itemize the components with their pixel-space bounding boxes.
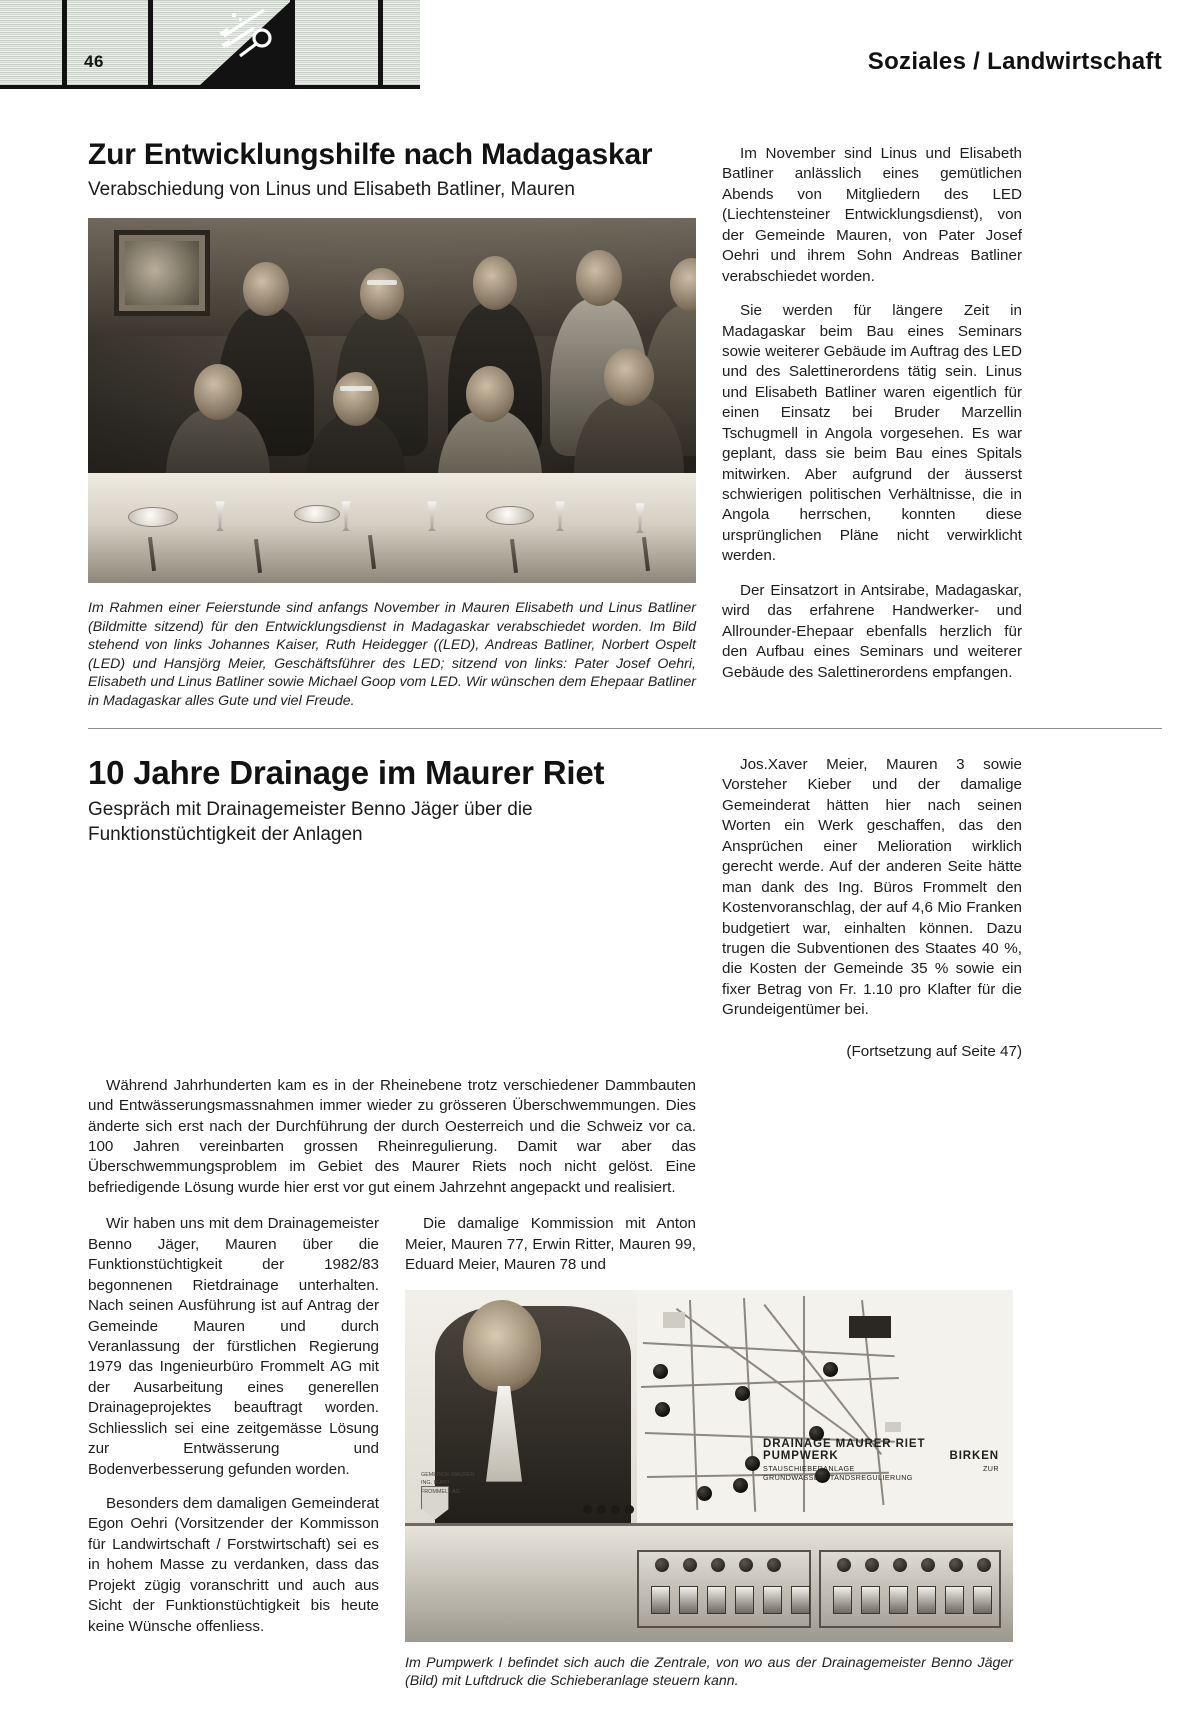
- console-knob: [977, 1558, 991, 1572]
- legend-stauschieberanlage: STAUSCHIEBERANLAGE: [763, 1463, 855, 1473]
- photo-map-legend: [763, 1438, 999, 1482]
- article1-paragraph: Der Einsatzort in Antsirabe, Madagaskar, wird das erfahrene Handwerker- und Allrounder-Ehepaar ebenfalls herzlich für den Aufbau eines Seminars und weiterer Gebäude des Salettinerordens empfangen.: [722, 581, 1022, 681]
- console-knob: [921, 1558, 935, 1572]
- band-divider-2: [148, 0, 153, 85]
- photo-person-glasses: [367, 280, 397, 285]
- article2-lower-columns: [88, 1214, 1162, 1690]
- console-lever-switch: [945, 1586, 964, 1614]
- page-body: [0, 138, 1200, 1691]
- page-header: [0, 0, 1200, 88]
- map-node: [733, 1478, 748, 1493]
- photo-drainage-map: [637, 1290, 1013, 1526]
- article2-column-2: [405, 1214, 1013, 1690]
- photo-person-head: [194, 364, 242, 420]
- article2-column-1: [88, 1214, 379, 1690]
- photo-control-console: [405, 1523, 1013, 1642]
- console-knob: [893, 1558, 907, 1572]
- legend-line-1: DRAINAGE MAURER RIET: [763, 1437, 926, 1450]
- map-node: [823, 1362, 838, 1377]
- map-road: [641, 1377, 899, 1388]
- indicator-light: [611, 1505, 620, 1514]
- map-road: [690, 1300, 699, 1510]
- article2-continuation-note: (Fortsetzung auf Seite 47): [846, 1042, 1022, 1060]
- article2-paragraph-right: Jos.Xaver Meier, Mauren 3 sowie Vorsteher Kieber und der damalige Gemeinderat hätten hier nach seinen Worten ein Werk geschaffen, das den Ansprüchen einer Melioration wirklich gerecht werde. Auf der anderen Seite hätte man dank des Ing. Büros Frommelt den Kostenvoranschlag, der auf 4,6 Mio Franken budgetiert war, einhalten können. Dazu trugen die Subventionen des Staates 40 %, die Kosten der Gemeinde 35 % sowie ein fixer Betrag von Fr. 1.10 pro Klafter für die Grundeigentümer bei.: [722, 756, 1022, 1019]
- console-lever-switch: [651, 1586, 670, 1614]
- sword-key-crest-icon: [200, 0, 292, 85]
- legend-line-2: [763, 1450, 999, 1462]
- map-parcel: [663, 1312, 685, 1328]
- article2-paragraph: Besonders dem damaligen Gemeinderat Egon Oehri (Vorsitzender der Kommisson für Landwirtschaft / Forstwirtschaft) sei es in hohem Masse zu verdanken, dass das Projekt zügig voranschritt und auch aus Sicht der Funktionstüchtigkeit bis heute keine Wünsche offenliess.: [88, 1495, 379, 1635]
- console-lever-switch: [735, 1586, 754, 1614]
- article1-subhead: Verabschiedung von Linus und Elisabeth Batliner, Mauren: [88, 179, 575, 200]
- article1-photo: [88, 218, 696, 583]
- article1-headline: Zur Entwicklungshilfe nach Madagaskar: [88, 138, 653, 171]
- console-knob: [767, 1558, 781, 1572]
- article2-subhead: Gespräch mit Drainagemeister Benno Jäger über die Funktionstüchtigkeit der Anlagen: [88, 799, 533, 845]
- page-number: 46: [84, 52, 104, 71]
- article2-header-row: [88, 755, 1162, 1060]
- map-canal: [676, 1308, 863, 1444]
- map-wood: [849, 1316, 891, 1338]
- article1-left-column: [88, 138, 696, 710]
- photo-person-head: [243, 262, 289, 316]
- article2-paragraph: Die damalige Kommission mit Anton Meier, Mauren 77, Erwin Ritter, Mauren 99, Eduard Meier, Mauren 78 und: [405, 1215, 696, 1274]
- console-lever-switch: [833, 1586, 852, 1614]
- article-entwicklungshilfe-madagaskar: [88, 138, 1162, 710]
- photo-person-head: [360, 268, 404, 320]
- article1-right-column: [722, 138, 1022, 710]
- photo-indicator-lights: [583, 1505, 634, 1514]
- console-knob: [865, 1558, 879, 1572]
- legend-line-4: [763, 1473, 999, 1482]
- article2-intro-paragraph: Während Jahrhunderten kam es in der Rheinebene trotz verschiedener Dammbauten und Entwässerungsmassnahmen immer wieder zu grösseren Überschwemmungen. Dies änderte sich erst nach der Durchführung der durch Oesterreich und die Schweiz vor ca. 100 Jahren vereinbarten grossen Rheinregulierung. Damit war aber das Überschwemmungsproblem im Gebiet des Maurer Riets noch nicht gelöst. Eine befriedigende Lösung wurde hier erst vor gut einem Jahrzehnt angepackt und realisiert.: [88, 1076, 696, 1196]
- band-divider-1: [62, 0, 67, 85]
- legend-pumpwerk: PUMPWERK: [763, 1449, 839, 1462]
- article2-photo: [405, 1290, 1013, 1642]
- console-lever-switch: [917, 1586, 936, 1614]
- article2-right-column-top: [722, 755, 1022, 1060]
- article2-photo-caption-wrap: [405, 1654, 1013, 1691]
- console-lever-switch: [861, 1586, 880, 1614]
- indicator-light: [625, 1505, 634, 1514]
- map-node: [655, 1402, 670, 1417]
- section-divider-rule: [88, 728, 1162, 729]
- legend-line-3: [763, 1464, 999, 1473]
- map-parcel: [885, 1422, 901, 1432]
- article1-paragraph: Im November sind Linus und Elisabeth Batliner anlässlich eines gemütlichen Abends von Mitgliedern des LED (Liechtensteiner Entwicklungsdienst), von der Gemeinde Mauren, von Pater Josef Oehri und ihrem Sohn Andreas Batliner verabschiedet worden.: [722, 145, 1022, 285]
- indicator-light: [583, 1505, 592, 1514]
- photo-person-head: [604, 348, 654, 406]
- console-lever-switch: [763, 1586, 782, 1614]
- photo-person-head: [576, 250, 622, 306]
- legend-zur: ZUR: [983, 1463, 999, 1473]
- console-knob: [711, 1558, 725, 1572]
- photo-portrait-head: [463, 1300, 541, 1392]
- photo-person-head: [473, 256, 517, 310]
- photo-banquet-table: [88, 473, 696, 583]
- legend-grundwasserstandsregulierung: GRUNDWASSERSTANDSREGULIERUNG: [763, 1472, 913, 1482]
- article2-title-block: [88, 755, 696, 1060]
- console-lever-switch: [707, 1586, 726, 1614]
- article2-photo-caption: Im Pumpwerk I befindet sich auch die Zentrale, von wo aus der Drainagemeister Benno Jäger (Bild) mit Luftdruck die Schieberanlage steuern kann.: [405, 1654, 1013, 1690]
- console-lever-switch: [973, 1586, 992, 1614]
- console-lever-switch: [791, 1586, 810, 1614]
- article2-paragraph: Wir haben uns mit dem Drainagemeister Benno Jäger, Mauren über die Funktionstüchtigkeit der 1982/83 begonnenen Rietdrainage unterhalten. Nach seinen Ausführung ist auf Antrag der Gemeinde Mauren und durch Veranlassung der fürstlichen Regierung 1979 das Ingenieurbüro Frommelt AG mit der Ausarbeitung eines generellen Drainageprojektes beauftragt worden. Schliesslich sei eine zeitgemässe Lösung zur Entwässerung und Bodenverbesserung gefunden worden.: [88, 1215, 379, 1478]
- section-title: Soziales / Landwirtschaft: [867, 48, 1162, 75]
- article2-intro-paragraph-block: [88, 1076, 696, 1199]
- photo-map-stamp: GEMEINDE MAUREN ING. BÜRO FROMMELT AG: [421, 1472, 475, 1495]
- console-knob: [949, 1558, 963, 1572]
- map-node: [653, 1364, 668, 1379]
- console-knob: [683, 1558, 697, 1572]
- article-drainage-maurer-riet: [88, 755, 1162, 1691]
- indicator-light: [597, 1505, 606, 1514]
- console-knob: [739, 1558, 753, 1572]
- map-node: [735, 1386, 750, 1401]
- photo-person-glasses: [340, 386, 372, 391]
- console-knob: [837, 1558, 851, 1572]
- photo-person-head: [466, 366, 514, 422]
- map-node: [697, 1486, 712, 1501]
- map-node: [745, 1456, 760, 1471]
- console-lever-switch: [679, 1586, 698, 1614]
- console-lever-switch: [889, 1586, 908, 1614]
- console-knob: [655, 1558, 669, 1572]
- band-divider-4: [378, 0, 383, 85]
- map-road: [643, 1342, 895, 1357]
- legend-birken: BIRKEN: [949, 1449, 999, 1462]
- article1-photo-caption: Im Rahmen einer Feierstunde sind anfangs November in Mauren Elisabeth und Linus Batliner (Bildmitte sitzend) für den Entwicklungsdienst in Madagaskar verabschiedet worden. Im Bild stehend von links Johannes Kaiser, Ruth Heidegger ((LED), Andreas Batliner, Norbert Ospelt (LED) und Hansjörg Meier, Geschäftsführer des LED; sitzend von links: Pater Josef Oehri, Elisabeth und Linus Batliner sowie Michael Goop vom LED. Wir wünschen dem Ehepaar Batliner in Madagaskar alles Gute und viel Freude.: [88, 600, 696, 709]
- article1-paragraph: Sie werden für längere Zeit in Madagaskar beim Bau eines Seminars sowie weiterer Gebäude im Auftrag des LED und des Salettinerordens tätig sein. Linus und Elisabeth Batliner waren eigentlich für einen Einsatz bei Bruder Marzellin Tschugmell in Angola vorgesehen. Es war geplant, dass sie beim Bau eines Spitals mitwirken. Aber aufgrund der äusserst schwierigen politischen Verhältnisse, die in Angola herrschen, konnten diese ursprünglichen Pläne nicht verwirklicht werden.: [722, 302, 1022, 565]
- photo-wall-picture-frame: [114, 230, 210, 316]
- article2-headline: 10 Jahre Drainage im Maurer Riet: [88, 754, 605, 792]
- photo-person-head: [333, 372, 379, 426]
